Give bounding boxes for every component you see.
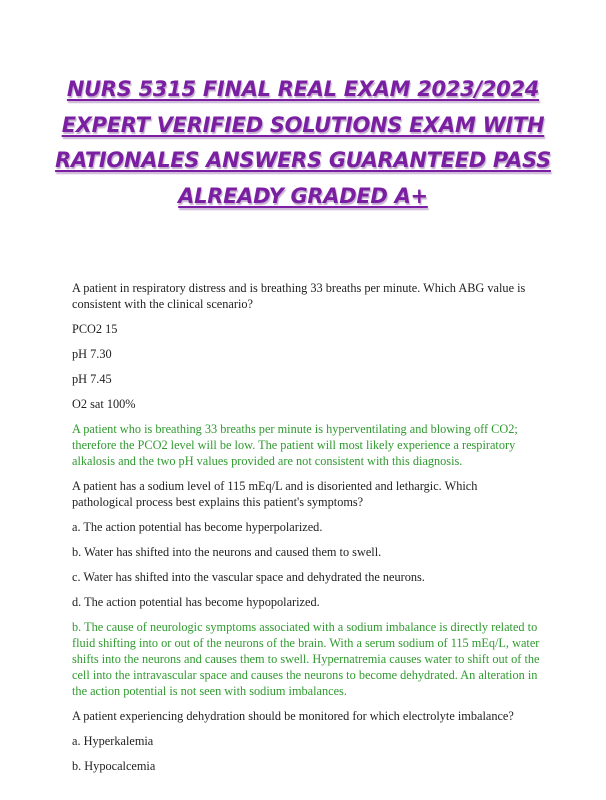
question-text: A patient experiencing dehydration should be monitored for which electrolyte imbalance?	[72, 709, 514, 723]
answer-option: b. Water has shifted into the neurons and caused them to swell.	[72, 545, 382, 559]
answer-option: a. Hyperkalemia	[72, 734, 154, 748]
question-text: A patient in respiratory distress and is breathing 33 breaths per minute. Which ABG value is consistent with the clinical scenario?	[72, 281, 526, 311]
question-block-1	[72, 280, 540, 469]
title-line-4: ALREADY GRADED A+	[178, 183, 428, 208]
title-line-2: EXPERT VERIFIED SOLUTIONS EXAM WITH	[61, 112, 545, 137]
answer-option: c. Water has shifted into the vascular space and dehydrated the neurons.	[72, 570, 425, 584]
answer-option: d. The action potential has become hypopolarized.	[72, 595, 320, 609]
question-block-3	[72, 708, 540, 774]
answer-rationale: b. The cause of neurologic symptoms associated with a sodium imbalance is directly related to fluid shifting into or out of the neurons of the brain. With a serum sodium of 115 mEq/L, water shifts into the neurons and causes them to swell. Hypernatremia causes water to shift out of the cell into the intravascular space and causes the neurons to become dehydrated. An alteration in the action potential is not seen with sodium imbalances.	[72, 620, 540, 698]
question-text: A patient has a sodium level of 115 mEq/L and is disoriented and lethargic. Which pathological process best explains this patient's symptoms?	[72, 479, 478, 509]
document-title	[40, 72, 566, 214]
answer-option: pH 7.45	[72, 372, 112, 386]
answer-option: pH 7.30	[72, 347, 112, 361]
answer-option: b. Hypocalcemia	[72, 759, 156, 773]
answer-option: PCO2 15	[72, 322, 118, 336]
document-body	[72, 280, 540, 783]
title-line-1: NURS 5315 FINAL REAL EXAM 2023/2024	[66, 77, 540, 101]
answer-option: O2 sat 100%	[72, 397, 136, 411]
answer-rationale: A patient who is breathing 33 breaths per minute is hyperventilating and blowing off CO2; therefore the PCO2 level will be low. The patient will most likely experience a respiratory alkalosis and the two pH values provided are not consistent with this diagnosis.	[72, 422, 518, 468]
question-block-2	[72, 478, 540, 699]
title-line-3: RATIONALES ANSWERS GUARANTEED PASS	[55, 148, 551, 172]
answer-option: a. The action potential has become hyperpolarized.	[72, 520, 323, 534]
